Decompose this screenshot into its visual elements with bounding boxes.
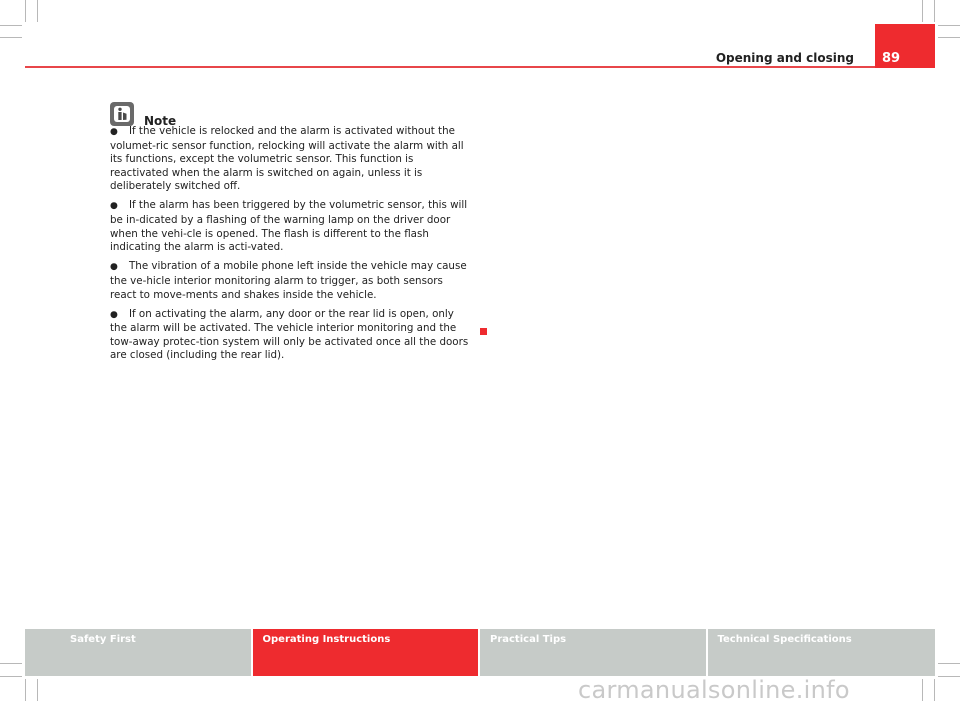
crop-mark: [934, 679, 935, 701]
list-item: [110, 260, 470, 302]
header-rule: [25, 66, 935, 68]
crop-mark: [938, 25, 960, 26]
crop-mark: [0, 25, 22, 26]
crop-mark: [37, 679, 38, 701]
nav-tab-operating-instructions[interactable]: Operating Instructions: [253, 629, 481, 676]
crop-mark: [0, 663, 22, 664]
nav-tab-safety-first[interactable]: Safety First: [25, 629, 253, 676]
list-item-text: If on activating the alarm, any door or the rear lid is open, only the alarm will be activated. The vehicle interior monitoring and the tow-away protec-tion system will only be activated once all the doors are closed (including the rear lid).: [110, 307, 469, 362]
list-item: [110, 199, 470, 254]
list-item-text: If the alarm has been triggered by the volumetric sensor, this will be in-dicated by a flashing of the warning lamp on the driver door when the vehi-cle is opened. The flash is different to the flash indicating the alarm is acti-vated.: [110, 199, 468, 254]
crop-mark: [922, 679, 923, 701]
crop-mark: [37, 0, 38, 22]
crop-mark: [934, 0, 935, 22]
crop-mark: [938, 37, 960, 38]
list-item-text: If the vehicle is relocked and the alarm is activated without the volumet-ric sensor function, relocking will activate the alarm with all its functions, except the volumetric sensor. This function is reactivated when the alarm is switched on again, unless it is deliberately switched off.: [110, 125, 464, 193]
nav-tab-practical-tips[interactable]: Practical Tips: [480, 629, 708, 676]
crop-mark: [938, 676, 960, 677]
bottom-nav: [25, 629, 935, 676]
crop-mark: [922, 0, 923, 22]
list-item: [110, 125, 470, 194]
crop-mark: [938, 663, 960, 664]
bullet-icon: ●: [110, 127, 118, 137]
end-of-section-icon: [480, 328, 487, 335]
crop-mark: [0, 676, 22, 677]
note-label: Note: [144, 114, 177, 128]
bullet-icon: ●: [110, 262, 118, 273]
crop-mark: [0, 37, 22, 38]
bullet-icon: ●: [110, 309, 118, 320]
note-body: [110, 125, 470, 369]
crop-mark: [25, 679, 26, 701]
note-info-icon: [110, 102, 134, 126]
list-item-text: The vibration of a mobile phone left inside the vehicle may cause the ve-hicle interior monitoring alarm to trigger, as both sensors react to move-ments and shakes inside the vehicle.: [110, 260, 467, 301]
watermark: carmanualsonline.info: [578, 676, 850, 701]
note-heading: [110, 96, 176, 126]
page-number: 89: [875, 24, 935, 68]
bullet-icon: ●: [110, 201, 118, 212]
nav-tab-technical-specifications[interactable]: Technical Specifications: [708, 629, 936, 676]
section-title: Opening and closing: [715, 51, 854, 65]
list-item: [110, 308, 470, 363]
crop-mark: [25, 0, 26, 22]
